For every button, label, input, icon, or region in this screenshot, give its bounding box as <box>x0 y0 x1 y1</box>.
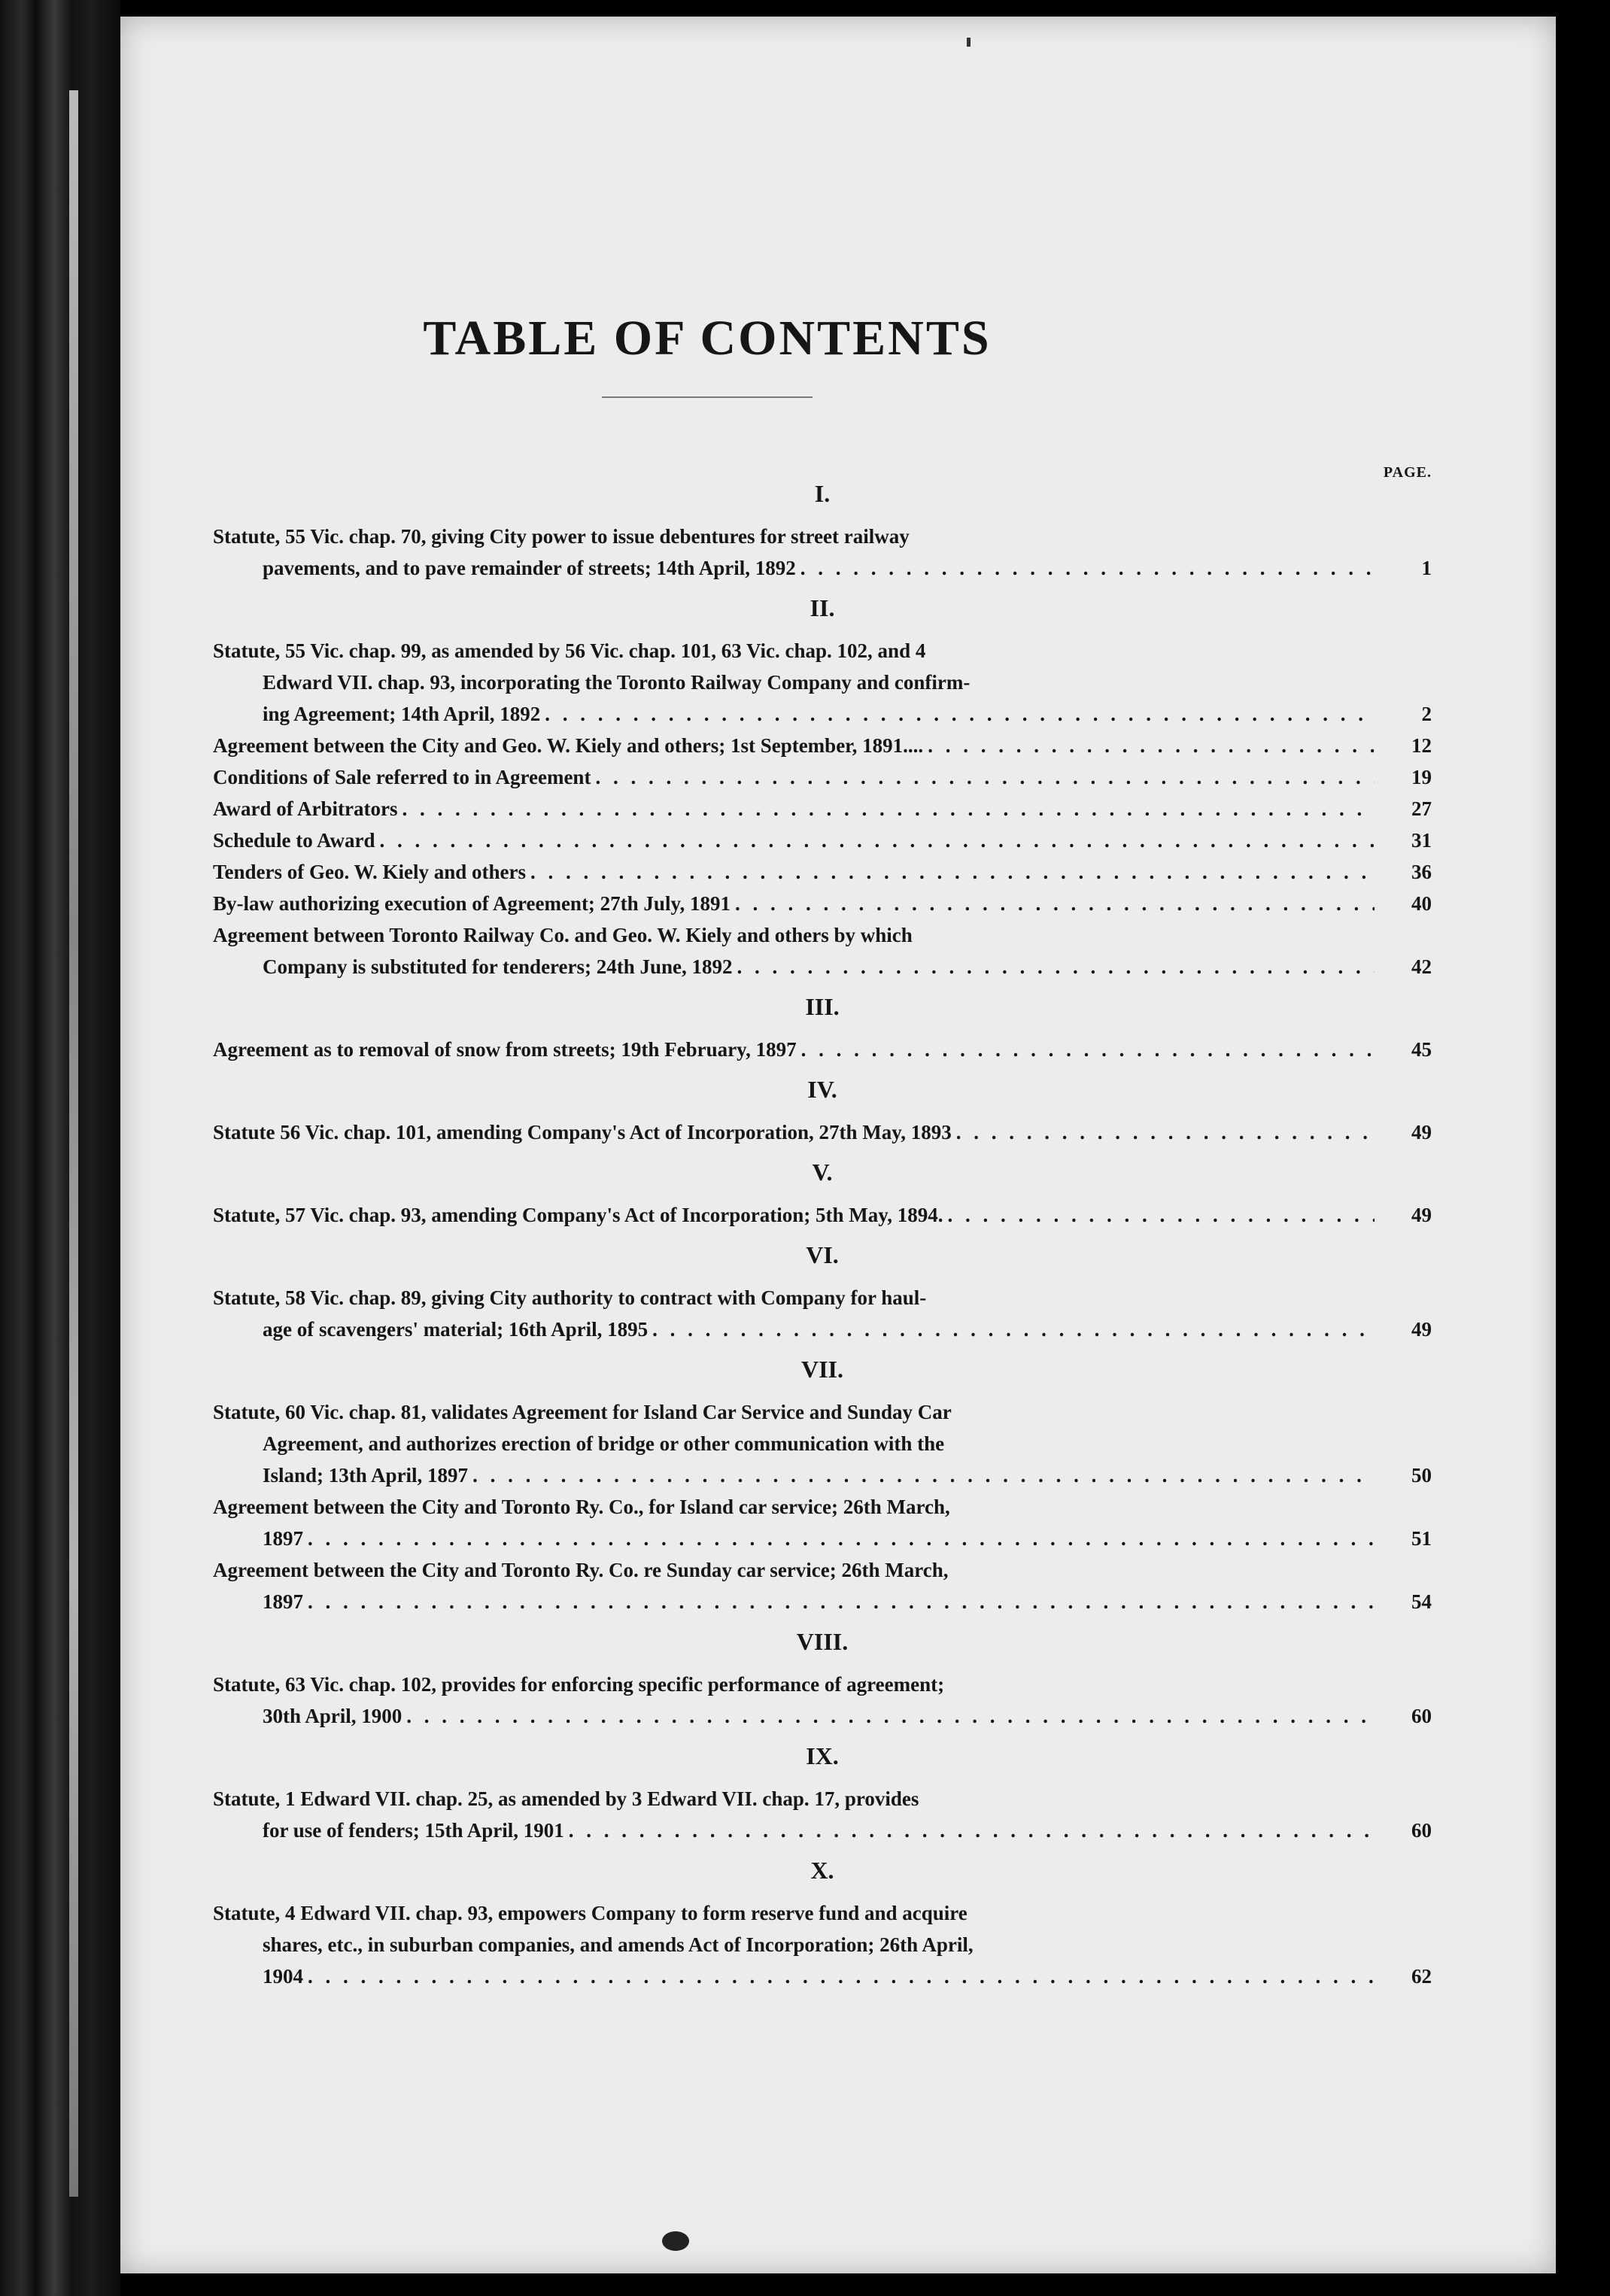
toc-section <box>213 594 1432 982</box>
toc-section <box>213 480 1432 584</box>
entry-page-number: 50 <box>1411 1464 1432 1487</box>
dot-leader <box>956 1116 1375 1148</box>
entry-text-line: Statute, 58 Vic. chap. 89, giving City authority to contract with Company for haul- <box>213 1286 927 1309</box>
entry-page-number: 54 <box>1411 1590 1432 1613</box>
entry-text-line: By-law authorizing execution of Agreement; 27th July, 1891 <box>213 892 731 915</box>
entry-page-number: 31 <box>1411 829 1432 852</box>
entry-page-number: 45 <box>1411 1038 1432 1061</box>
entry-text-line: 1904 <box>263 1965 303 1988</box>
entry-page-number: 49 <box>1411 1204 1432 1226</box>
book-spine <box>0 0 120 2296</box>
entry-text-line: shares, etc., in suburban companies, and amends Act of Incorporation; 26th April, <box>263 1933 974 1956</box>
dot-leader <box>652 1314 1375 1345</box>
toc-section <box>213 993 1432 1065</box>
toc-section <box>213 1857 1432 1992</box>
entry-text-line: Edward VII. chap. 93, incorporating the Toronto Railway Company and confirm- <box>263 671 971 694</box>
toc-entry[interactable] <box>213 919 1432 982</box>
entry-page-number: 40 <box>1411 892 1432 915</box>
toc-entry[interactable] <box>213 521 1432 584</box>
entry-page-number: 62 <box>1411 1965 1432 1988</box>
toc-entry[interactable] <box>213 635 1432 730</box>
toc-entry[interactable] <box>213 1783 1432 1846</box>
entry-text-line: Company is substituted for tenderers; 24th June, 1892 <box>263 955 733 978</box>
dot-leader <box>800 552 1375 584</box>
dot-leader <box>545 698 1375 730</box>
dot-leader <box>472 1459 1375 1491</box>
entry-text-line: Agreement, and authorizes erection of bridge or other communication with the <box>263 1432 945 1455</box>
entry-text-line: Conditions of Sale referred to in Agreement <box>213 766 591 788</box>
entry-text-line: Agreement between the City and Toronto Ry. Co. re Sunday car service; 26th March, <box>213 1559 949 1581</box>
entry-text-line: pavements, and to pave remainder of streets; 14th April, 1892 <box>263 557 796 579</box>
section-numeral: II. <box>810 594 835 621</box>
dot-leader <box>948 1199 1375 1231</box>
entry-text-line: Statute, 55 Vic. chap. 70, giving City power to issue debentures for street railway <box>213 525 910 548</box>
section-numeral: V. <box>812 1159 833 1186</box>
toc-entry[interactable] <box>213 1491 1432 1554</box>
entry-text-line: Statute, 1 Edward VII. chap. 25, as amended by 3 Edward VII. chap. 17, provides <box>213 1787 919 1810</box>
toc-section <box>213 1076 1432 1148</box>
dot-leader <box>595 761 1375 793</box>
entry-text-line: ing Agreement; 14th April, 1892 <box>263 703 541 725</box>
entry-page-number: 42 <box>1411 955 1432 978</box>
entry-text-line: Tenders of Geo. W. Kiely and others <box>213 861 527 883</box>
entry-page-number: 60 <box>1411 1819 1432 1842</box>
entry-text-line: Statute, 4 Edward VII. chap. 93, empowers Company to form reserve fund and acquire <box>213 1902 968 1924</box>
entry-page-number: 19 <box>1411 766 1432 788</box>
entry-page-number: 60 <box>1411 1705 1432 1727</box>
toc-top-spacer <box>213 423 1432 469</box>
toc-entry[interactable] <box>213 1199 1432 1231</box>
table-of-contents <box>213 423 1432 1992</box>
printer-mark <box>967 38 971 47</box>
toc-section <box>213 1159 1432 1231</box>
document-page <box>120 17 1556 2273</box>
entry-page-number: 12 <box>1411 734 1432 757</box>
section-numeral: I. <box>814 480 831 507</box>
toc-section <box>213 1241 1432 1345</box>
toc-entry[interactable] <box>213 1897 1432 1992</box>
toc-entry[interactable] <box>213 1282 1432 1345</box>
entry-text-line: Statute, 57 Vic. chap. 93, amending Company's Act of Incorporation; 5th May, 1894. <box>213 1204 943 1226</box>
entry-text-line: Island; 13th April, 1897 <box>263 1464 469 1487</box>
section-numeral: IX. <box>806 1742 839 1769</box>
entry-text-line: Statute, 60 Vic. chap. 81, validates Agreement for Island Car Service and Sunday Car <box>213 1401 952 1423</box>
toc-entry[interactable] <box>213 793 1432 825</box>
toc-section <box>213 1356 1432 1617</box>
entry-text-line: Award of Arbitrators <box>213 797 398 820</box>
toc-entry[interactable] <box>213 730 1432 761</box>
entry-page-number: 49 <box>1411 1318 1432 1341</box>
toc-entry[interactable] <box>213 1116 1432 1148</box>
entry-text-line: Schedule to Award <box>213 829 375 852</box>
entry-text-line: Agreement as to removal of snow from streets; 19th February, 1897 <box>213 1038 797 1061</box>
section-numeral: III. <box>805 993 840 1020</box>
entry-page-number: 51 <box>1411 1527 1432 1550</box>
dot-leader <box>406 1700 1375 1732</box>
entry-text-line: Agreement between the City and Geo. W. Kiely and others; 1st September, 1891.... <box>213 734 924 757</box>
toc-entry[interactable] <box>213 1396 1432 1491</box>
dot-leader <box>380 825 1375 856</box>
section-numeral: VIII. <box>796 1628 849 1655</box>
entry-text-line: 1897 <box>263 1527 303 1550</box>
dot-leader <box>801 1034 1375 1065</box>
entry-page-number: 1 <box>1421 557 1432 579</box>
ink-smudge <box>662 2231 689 2251</box>
toc-entry[interactable] <box>213 856 1432 888</box>
entry-text-line: Agreement between the City and Toronto Ry. Co., for Island car service; 26th March, <box>213 1496 950 1518</box>
dot-leader <box>308 1586 1375 1617</box>
dot-leader <box>308 1960 1375 1992</box>
dot-leader <box>402 793 1375 825</box>
dot-leader <box>735 888 1375 919</box>
entry-text-line: age of scavengers' material; 16th April, 1895 <box>263 1318 649 1341</box>
toc-entry[interactable] <box>213 825 1432 856</box>
entry-text-line: Statute 56 Vic. chap. 101, amending Company's Act of Incorporation, 27th May, 1893 <box>213 1121 952 1143</box>
entry-page-number: 27 <box>1411 797 1432 820</box>
section-numeral: X. <box>810 1857 834 1884</box>
section-numeral: VI. <box>806 1241 839 1268</box>
toc-entry[interactable] <box>213 1669 1432 1732</box>
dot-leader <box>737 951 1375 982</box>
title-divider <box>602 396 813 398</box>
entry-text-line: Statute, 63 Vic. chap. 102, provides for enforcing specific performance of agreement; <box>213 1673 945 1696</box>
toc-entry[interactable] <box>213 761 1432 793</box>
entry-text-line: 30th April, 1900 <box>263 1705 402 1727</box>
toc-section <box>213 1742 1432 1846</box>
toc-entry[interactable] <box>213 1554 1432 1617</box>
section-numeral: IV. <box>807 1076 837 1103</box>
toc-entry[interactable] <box>213 888 1432 919</box>
page-title: TABLE OF CONTENTS <box>423 311 992 366</box>
dot-leader <box>308 1523 1375 1554</box>
dot-leader <box>569 1815 1375 1846</box>
entry-page-number: 2 <box>1421 703 1432 725</box>
entry-text-line: for use of fenders; 15th April, 1901 <box>263 1819 564 1842</box>
entry-text-line: Agreement between Toronto Railway Co. and Geo. W. Kiely and others by which <box>213 924 913 946</box>
entry-page-number: 49 <box>1411 1121 1432 1143</box>
section-numeral: VII. <box>800 1356 843 1383</box>
toc-entry[interactable] <box>213 1034 1432 1065</box>
entry-page-number: 36 <box>1411 861 1432 883</box>
toc-section <box>213 1628 1432 1732</box>
entry-text-line: Statute, 55 Vic. chap. 99, as amended by 56 Vic. chap. 101, 63 Vic. chap. 102, and 4 <box>213 639 926 662</box>
page-edge <box>69 90 78 2197</box>
dot-leader <box>530 856 1375 888</box>
entry-text-line: 1897 <box>263 1590 303 1613</box>
page-column-label: PAGE. <box>1383 464 1432 481</box>
dot-leader <box>928 730 1375 761</box>
